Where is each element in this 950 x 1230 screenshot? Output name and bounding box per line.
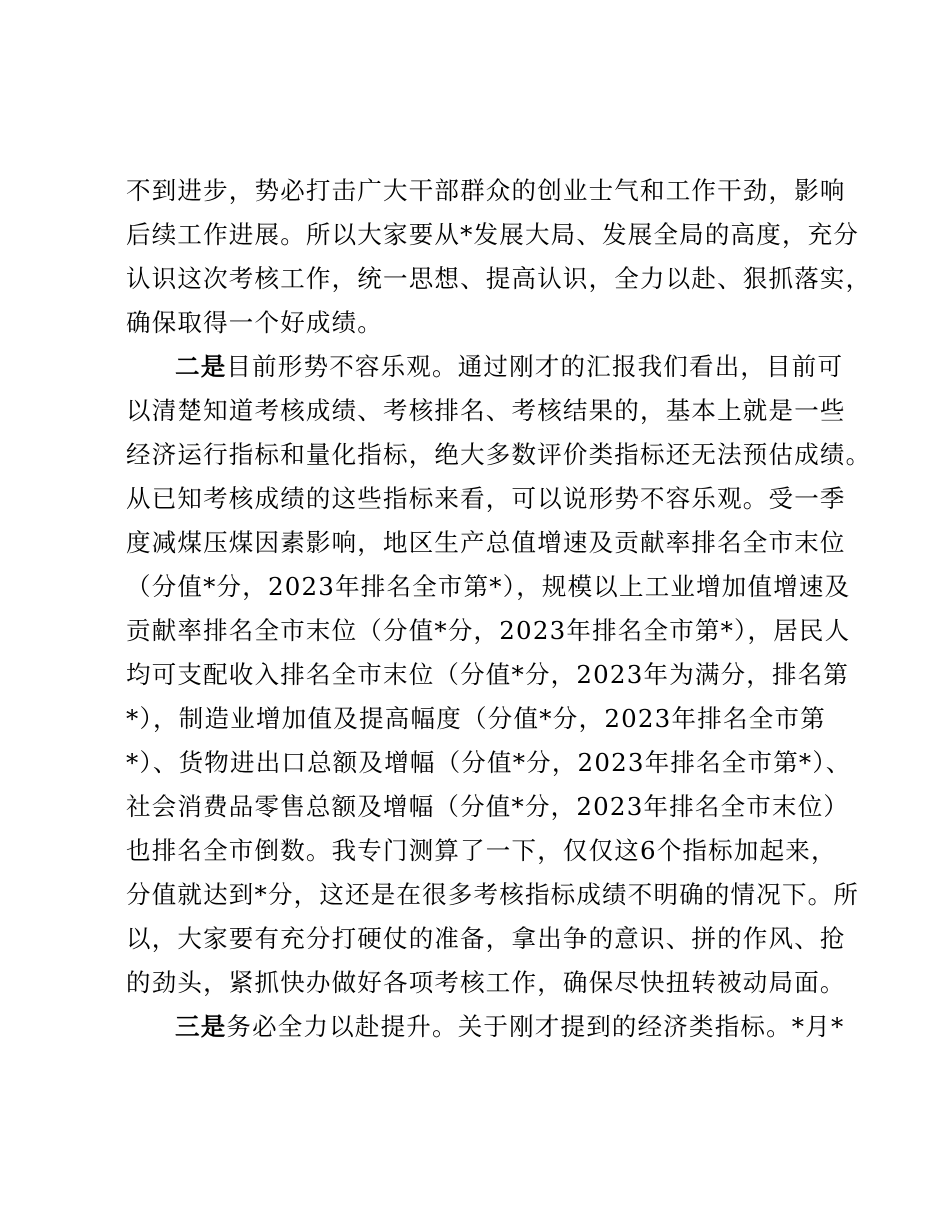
text-line: 也排名全市倒数。我专门测算了一下，仅仅这6个指标加起来， [126, 836, 837, 865]
text-line: *）、货物进出口总额及增幅（分值*分，2023年排名全市第*）、 [126, 748, 852, 777]
text-line: 以清楚知道考核成绩、考核排名、考核结果的，基本上就是一些 [126, 396, 846, 425]
text-line: 从已知考核成绩的这些指标来看，可以说形势不容乐观。受一季 [126, 484, 846, 513]
text-line: 贡献率排名全市末位（分值*分，2023年排名全市第*），居民人 [126, 616, 851, 645]
text-line: 度减煤压煤因素影响，地区生产总值增速及贡献率排名全市末位 [126, 528, 846, 557]
text-line: *），制造业增加值及提高幅度（分值*分，2023年排名全市第 [126, 704, 826, 733]
text-line: 分值就达到*分，这还是在很多考核指标成绩不明确的情况下。所 [126, 880, 860, 909]
text-line: 确保取得一个好成绩。 [126, 308, 383, 337]
text-line: 目前形势不容乐观。通过刚才的汇报我们看出，目前可 [226, 352, 844, 381]
text-line: 务必全力以赴提升。关于刚才提到的经济类指标。*月* [226, 1012, 845, 1041]
paragraph-three-first-line [175, 1011, 845, 1043]
paragraph-two-first-line [175, 351, 844, 383]
text-line: 经济运行指标和量化指标，绝大多数评价类指标还无法预估成绩。 [126, 440, 872, 469]
lead-label-two: 二是 [175, 352, 227, 381]
lead-label-three: 三是 [175, 1012, 227, 1041]
text-line: 以，大家要有充分打硬仗的准备，拿出争的意识、拼的作风、抢 [126, 924, 846, 953]
text-line: 后续工作进展。所以大家要从*发展大局、发展全局的高度，充分 [126, 220, 860, 249]
text-line: 均可支配收入排名全市末位（分值*分，2023年为满分，排名第 [126, 660, 850, 689]
text-line: 认识这次考核工作，统一思想、提高认识，全力以赴、狠抓落实， [126, 264, 872, 293]
text-line: 的劲头，紧抓快办做好各项考核工作，确保尽快扭转被动局面。 [126, 968, 846, 997]
text-line: （分值*分，2023年排名全市第*），规模以上工业增加值增速及 [126, 572, 851, 601]
text-line: 社会消费品零售总额及增幅（分值*分，2023年排名全市末位） [126, 792, 850, 821]
text-line: 不到进步，势必打击广大干部群众的创业士气和工作干劲，影响 [126, 176, 846, 205]
